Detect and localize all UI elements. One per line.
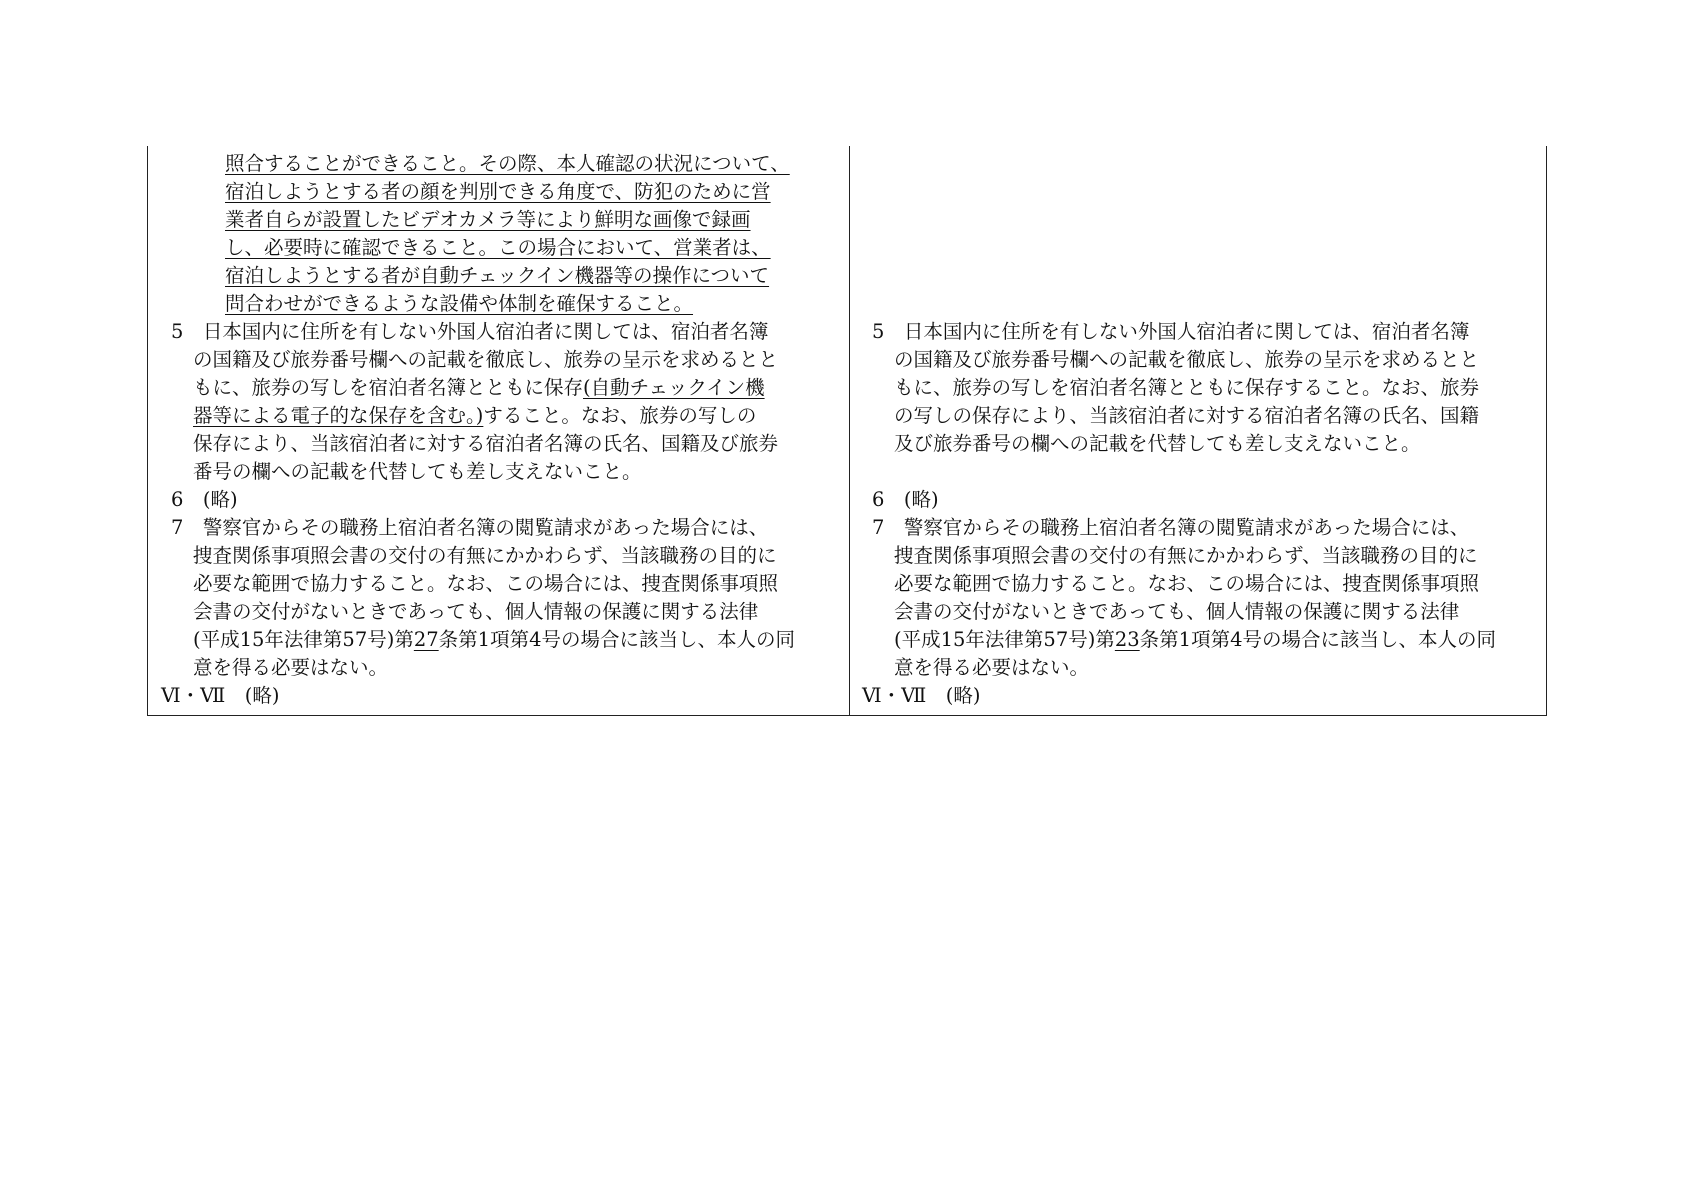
underlined-line-1: 照合することができること。その際、本人確認の状況について、 <box>225 152 790 175</box>
item7-line-1: 7 警察官からその職務上宿泊者名簿の閲覧請求があった場合には、 <box>171 516 769 539</box>
item5-amendment-start: (自動チェックイン機 <box>583 376 765 399</box>
item5-line-2: の国籍及び旅券番号欄への記載を徹底し、旅券の呈示を求めるとと <box>894 348 1480 371</box>
article-number-current: 23 <box>1114 628 1140 651</box>
current-text-column <box>849 146 1549 715</box>
item5-line-3: もに、旅券の写しを宿泊者名簿とともに保存すること。なお、旅券 <box>894 376 1480 399</box>
item5-line-1: 5 日本国内に住所を有しない外国人宿泊者に関しては、宿泊者名簿 <box>872 320 1470 343</box>
item7-line-4: 会書の交付がないときであっても、個人情報の保護に関する法律 <box>193 600 759 623</box>
section-footer: Ⅵ・Ⅶ (略) <box>161 684 280 707</box>
item5-line-4: の写しの保存により、当該宿泊者に対する宿泊者名簿の氏名、国籍 <box>894 404 1480 427</box>
item5-line-3-text: もに、旅券の写しを宿泊者名簿とともに保存 <box>193 376 584 399</box>
item5-line-6: 番号の欄への記載を代替しても差し支えないこと。 <box>193 460 642 483</box>
underlined-line-5: 宿泊しようとする者が自動チェックイン機器等の操作について <box>225 264 770 287</box>
item7-line-5-post: 条第1項第4号の場合に該当し、本人の同 <box>1139 628 1496 651</box>
item7-line-5-pre: (平成15年法律第57号)第 <box>193 628 414 651</box>
item7-line-3: 必要な範囲で協力すること。なお、この場合には、捜査関係事項照 <box>193 572 779 595</box>
item5-line-5: 保存により、当該宿泊者に対する宿泊者名簿の氏名、国籍及び旅券 <box>193 432 779 455</box>
comparison-table <box>147 146 1547 716</box>
item7-line-3: 必要な範囲で協力すること。なお、この場合には、捜査関係事項照 <box>894 572 1480 595</box>
item7-line-5 <box>193 626 795 654</box>
item7-line-5 <box>894 626 1496 654</box>
item5-line-2: の国籍及び旅券番号欄への記載を徹底し、旅券の呈示を求めるとと <box>193 348 779 371</box>
item6: 6 (略) <box>872 488 939 511</box>
item7-line-2: 捜査関係事項照会書の交付の有無にかかわらず、当該職務の目的に <box>193 544 777 567</box>
underlined-line-2: 宿泊しようとする者の顔を判別できる角度で、防犯のために営 <box>225 180 771 203</box>
item5-line-4-text: すること。なお、旅券の写しの <box>483 404 757 427</box>
item7-line-6: 意を得る必要はない。 <box>894 656 1090 679</box>
article-number-revised: 27 <box>413 628 439 651</box>
item5-line-3 <box>193 374 765 402</box>
item7-line-1: 7 警察官からその職務上宿泊者名簿の閲覧請求があった場合には、 <box>872 516 1470 539</box>
underlined-line-3: 業者自らが設置したビデオカメラ等により鮮明な画像で録画 <box>225 208 751 231</box>
underlined-line-6: 問合わせができるような設備や体制を確保すること。 <box>225 292 694 315</box>
item5-line-5: 及び旅券番号の欄への記載を代替しても差し支えないこと。 <box>894 432 1421 455</box>
item5-amendment-end: 器等による電子的な保存を含む。) <box>193 404 484 427</box>
underlined-line-4: し、必要時に確認できること。この場合において、営業者は、 <box>225 236 771 259</box>
item5-line-1: 5 日本国内に住所を有しない外国人宿泊者に関しては、宿泊者名簿 <box>171 320 769 343</box>
item7-line-2: 捜査関係事項照会書の交付の有無にかかわらず、当該職務の目的に <box>894 544 1478 567</box>
section-footer: Ⅵ・Ⅶ (略) <box>862 684 981 707</box>
revised-text-column <box>148 146 848 715</box>
item6: 6 (略) <box>171 488 238 511</box>
item7-line-5-post: 条第1項第4号の場合に該当し、本人の同 <box>438 628 795 651</box>
item7-line-6: 意を得る必要はない。 <box>193 656 389 679</box>
item7-line-4: 会書の交付がないときであっても、個人情報の保護に関する法律 <box>894 600 1460 623</box>
item5-line-4 <box>193 402 756 430</box>
item7-line-5-pre: (平成15年法律第57号)第 <box>894 628 1115 651</box>
